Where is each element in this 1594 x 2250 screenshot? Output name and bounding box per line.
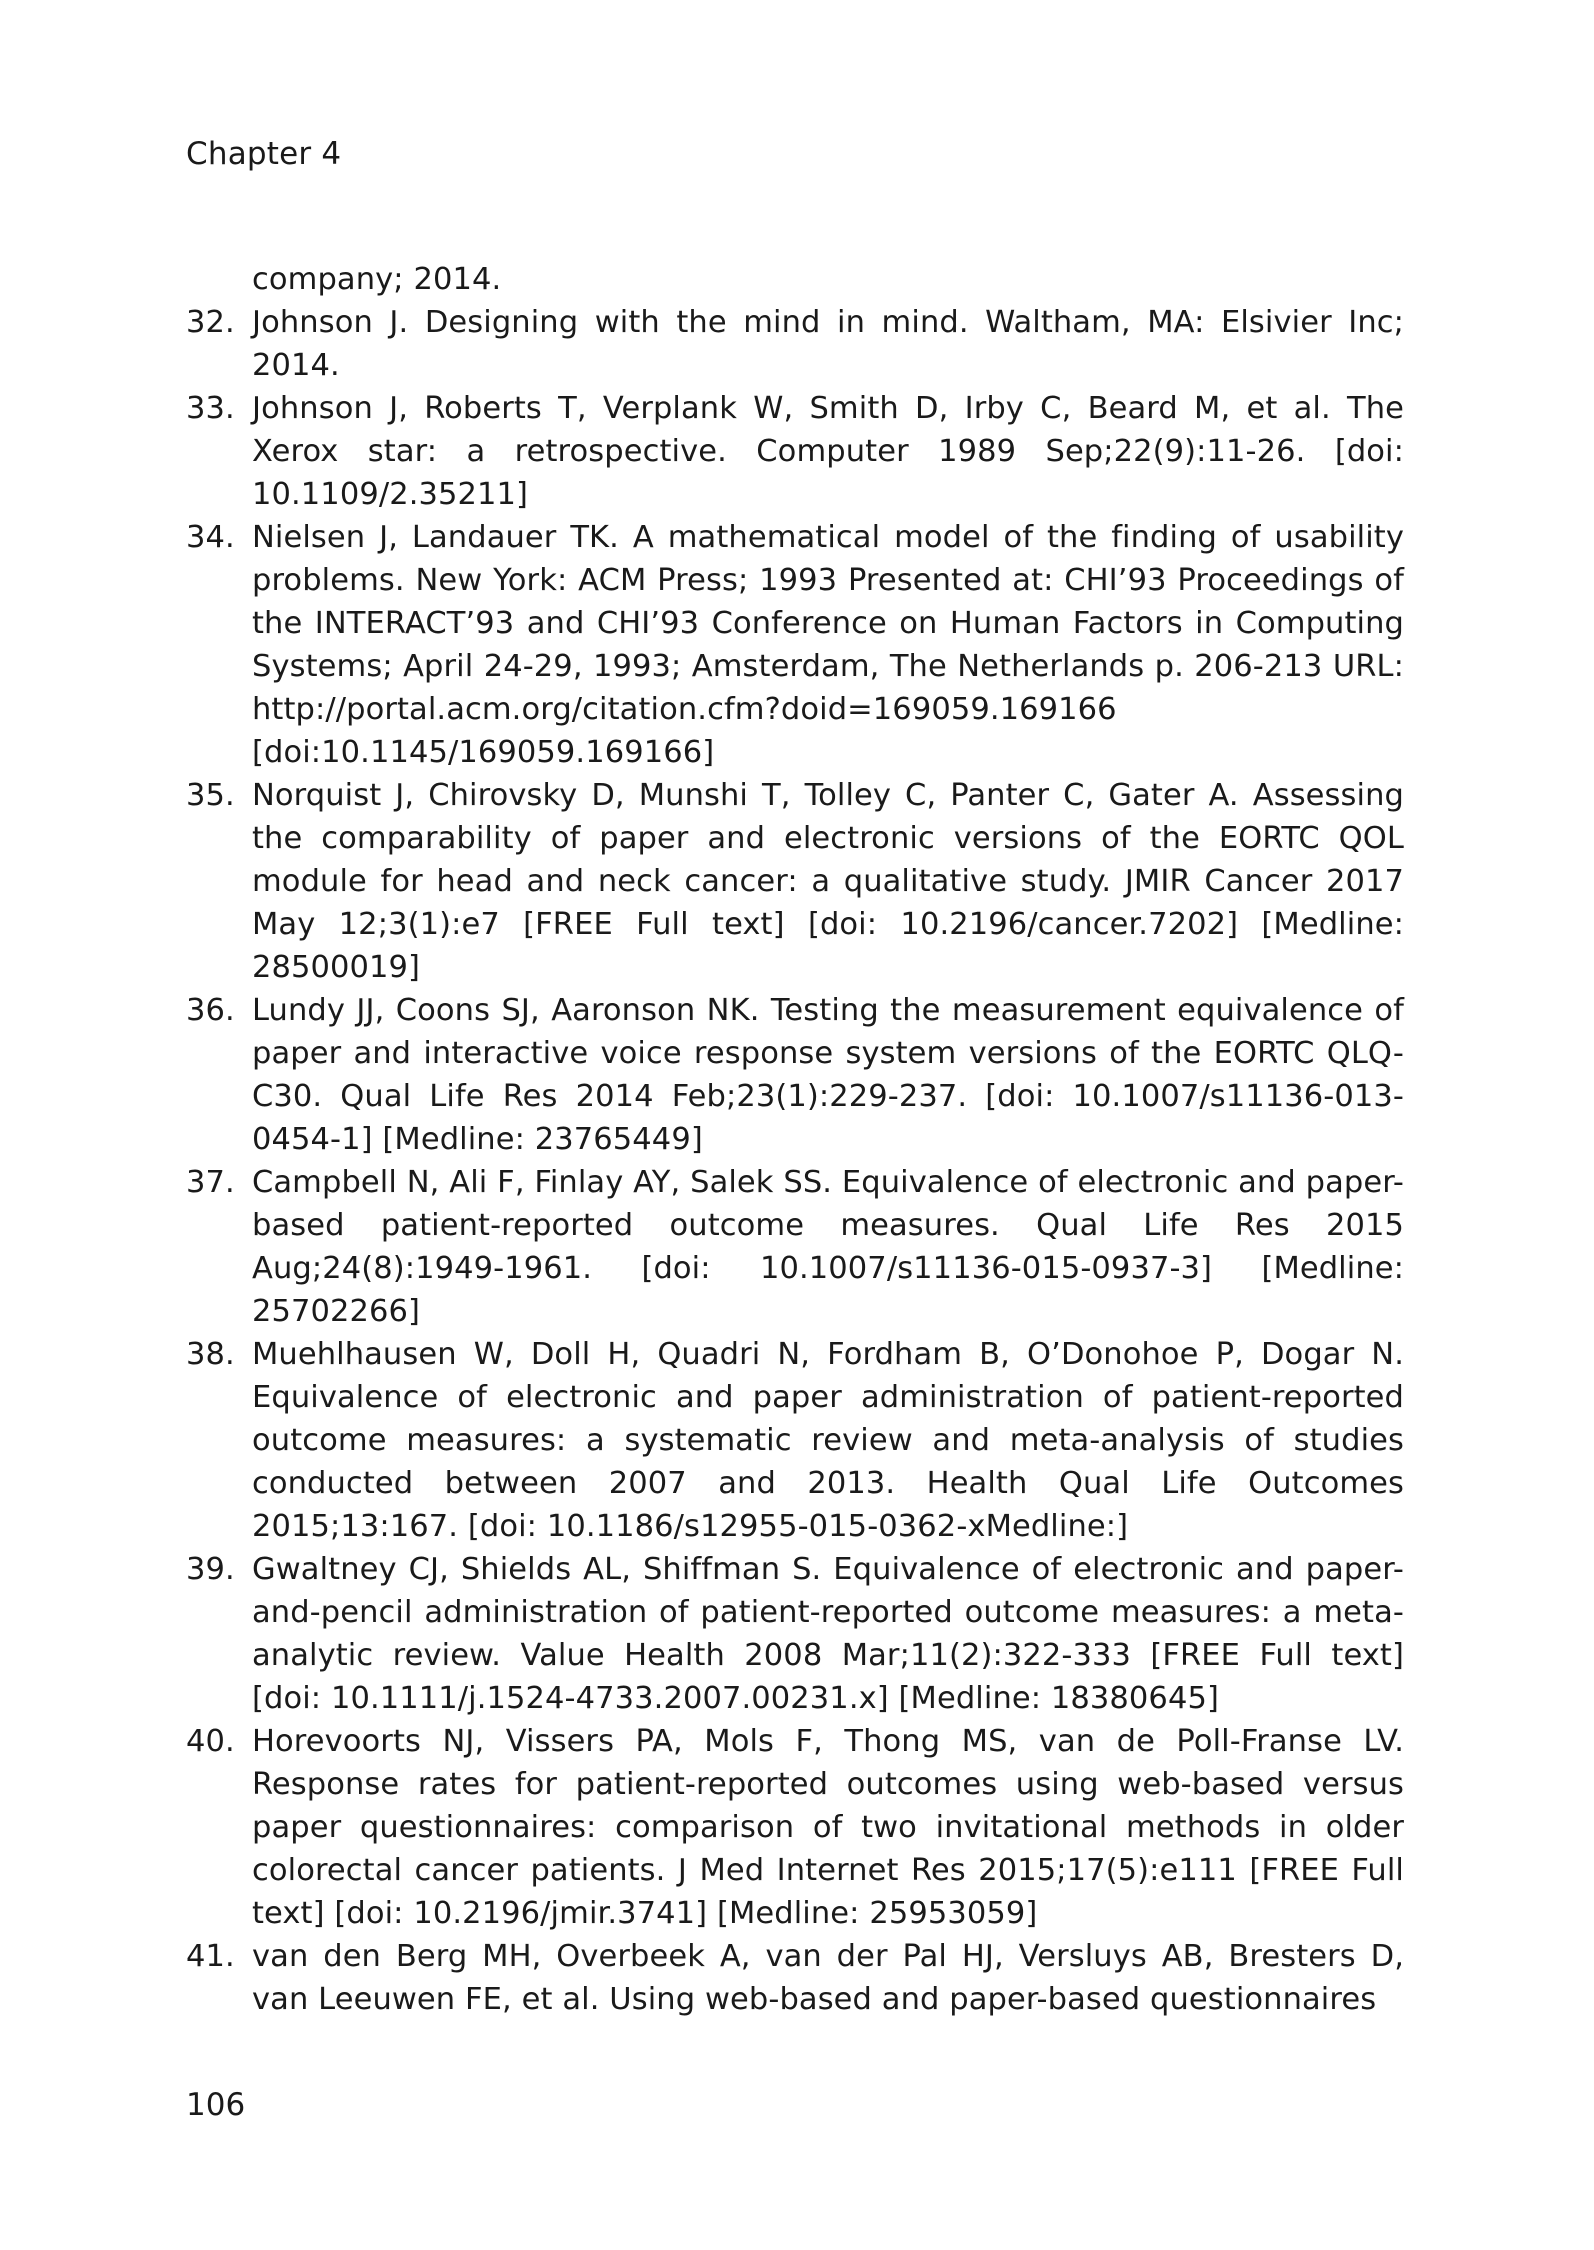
- reference-number: 40.: [186, 1724, 235, 1759]
- reference-item: [186, 258, 1404, 301]
- reference-item: [186, 387, 1404, 516]
- reference-text: Johnson J, Roberts T, Verplank W, Smith D, Irby C, Beard M, et al. The Xerox star: a retrospective. Computer 1989 Sep;22(9):11-26. [doi: 10.1109/2.35211]: [252, 391, 1404, 512]
- reference-text: company; 2014.: [252, 262, 502, 297]
- running-header: Chapter 4: [186, 136, 342, 172]
- reference-item: [186, 1720, 1404, 1935]
- reference-text: Nielsen J, Landauer TK. A mathematical model of the finding of usability problems. New York: ACM Press; 1993 Presented at: CHI’93 Proceedings of the INTERACT’93 and CHI’93 Conference on Human Factors in Computing Systems; April 24-29, 1993; Amsterdam, The Netherlands p. 206-213 URL: http://portal.acm.org/citation.cfm?doid=169059.169166 [doi:10.1145/169059.169166]: [252, 520, 1404, 770]
- reference-text: Norquist J, Chirovsky D, Munshi T, Tolley C, Panter C, Gater A. Assessing the comparability of paper and electronic versions of the EORTC QOL module for head and neck cancer: a qualitative study. JMIR Cancer 2017 May 12;3(1):e7 [FREE Full text] [doi: 10.2196/cancer.7202] [Medline: 28500019]: [252, 778, 1404, 985]
- reference-item: [186, 301, 1404, 387]
- reference-number: 35.: [186, 778, 235, 813]
- reference-number: 32.: [186, 305, 235, 340]
- reference-number: 33.: [186, 391, 235, 426]
- reference-list: [186, 258, 1404, 2021]
- reference-text: Gwaltney CJ, Shields AL, Shiffman S. Equivalence of electronic and paper-and-pencil administration of patient-reported outcome measures: a meta-analytic review. Value Health 2008 Mar;11(2):322-333 [FREE Full text] [doi: 10.1111/j.1524-4733.2007.00231.x] [Medline: 18380645]: [252, 1552, 1404, 1716]
- reference-number: 37.: [186, 1165, 235, 1200]
- reference-text: Campbell N, Ali F, Finlay AY, Salek SS. Equivalence of electronic and paper-based patient-reported outcome measures. Qual Life Res 2015 Aug;24(8):1949-1961. [doi: 10.1007/s11136-015-0937-3] [Medline: 25702266]: [252, 1165, 1404, 1329]
- reference-number: 39.: [186, 1552, 235, 1587]
- reference-number: 36.: [186, 993, 235, 1028]
- reference-item: [186, 1161, 1404, 1333]
- reference-item: [186, 516, 1404, 774]
- page-number: 106: [186, 2087, 246, 2123]
- reference-text: Muehlhausen W, Doll H, Quadri N, Fordham B, O’Donohoe P, Dogar N. Equivalence of electronic and paper administration of patient-reported outcome measures: a systematic review and meta-analysis of studies conducted between 2007 and 2013. Health Qual Life Outcomes 2015;13:167. [doi: 10.1186/s12955-015-0362-xMedline:]: [252, 1337, 1404, 1544]
- reference-text: Lundy JJ, Coons SJ, Aaronson NK. Testing the measurement equivalence of paper and interactive voice response system versions of the EORTC QLQ-C30. Qual Life Res 2014 Feb;23(1):229-237. [doi: 10.1007/s11136-013-0454-1] [Medline: 23765449]: [252, 993, 1404, 1157]
- reference-item: [186, 774, 1404, 989]
- reference-item: [186, 1935, 1404, 2021]
- reference-item: [186, 989, 1404, 1161]
- reference-number: 41.: [186, 1939, 235, 1974]
- reference-number: 38.: [186, 1337, 235, 1372]
- reference-text: van den Berg MH, Overbeek A, van der Pal HJ, Versluys AB, Bresters D, van Leeuwen FE, et al. Using web-based and paper-based questionnaires: [252, 1939, 1404, 2017]
- reference-item: [186, 1333, 1404, 1548]
- reference-text: Horevoorts NJ, Vissers PA, Mols F, Thong MS, van de Poll-Franse LV. Response rates for patient-reported outcomes using web-based versus paper questionnaires: comparison of two invitational methods in older colorectal cancer patients. J Med Internet Res 2015;17(5):e111 [FREE Full text] [doi: 10.2196/jmir.3741] [Medline: 25953059]: [252, 1724, 1404, 1931]
- reference-text: Johnson J. Designing with the mind in mind. Waltham, MA: Elsivier Inc; 2014.: [252, 305, 1404, 383]
- reference-number: 34.: [186, 520, 235, 555]
- reference-item: [186, 1548, 1404, 1720]
